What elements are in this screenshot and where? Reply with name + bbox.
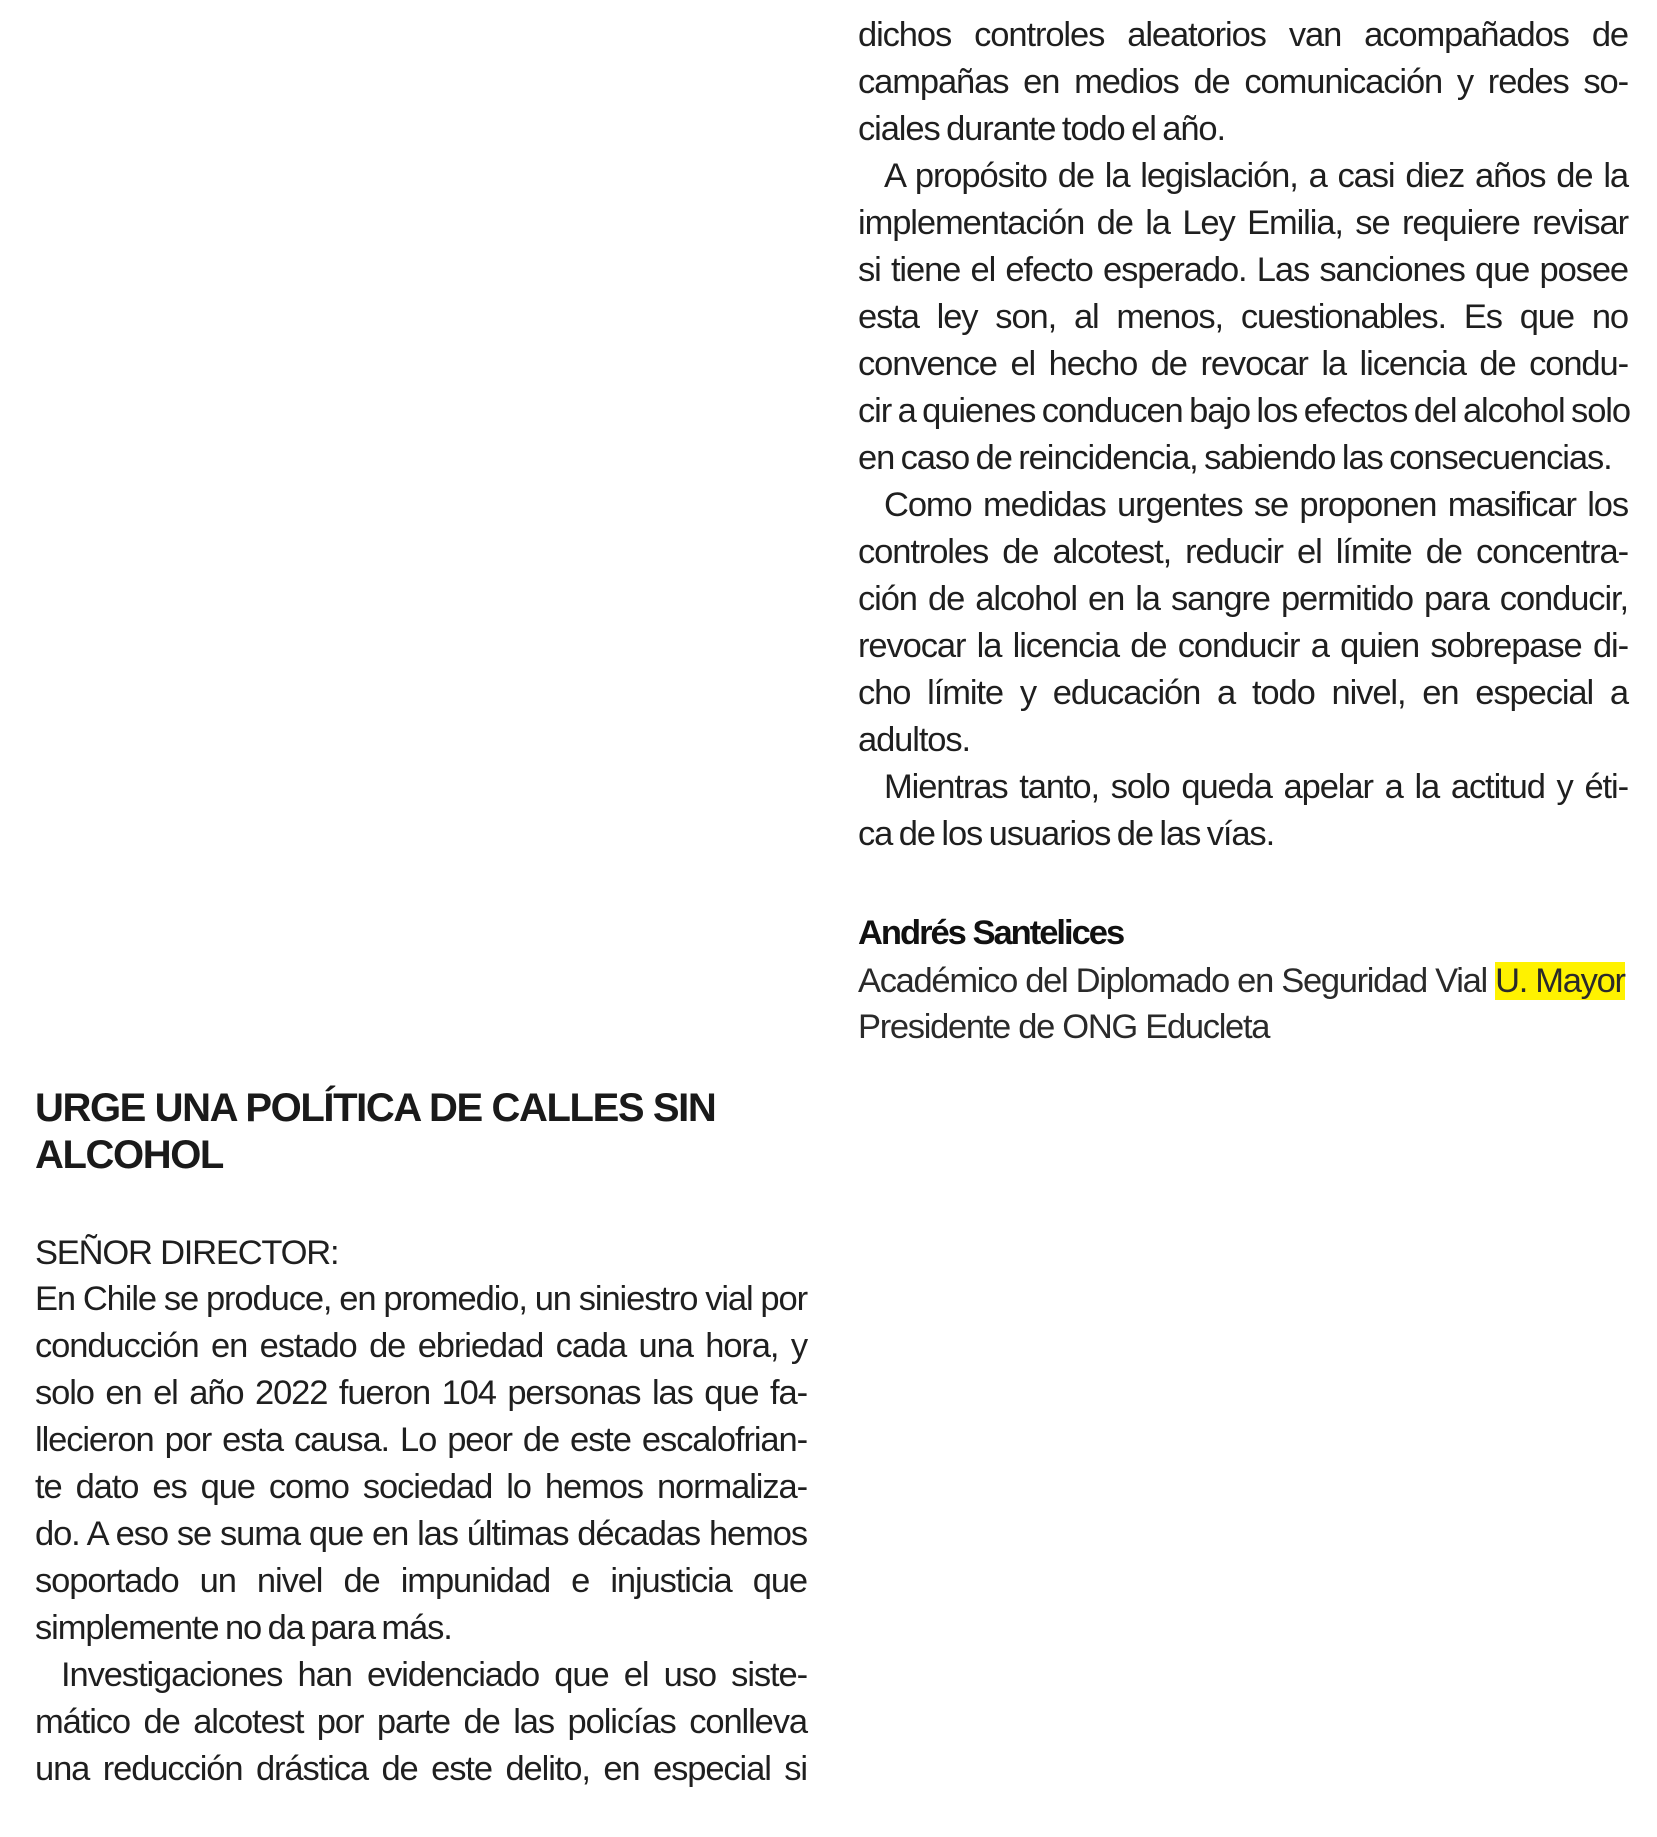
author-role: Presidente de ONG Educleta xyxy=(858,1008,1270,1046)
text-line: convence el hecho de revocar la licencia de condu - xyxy=(858,341,1628,388)
text-line: si tiene el efecto esperado. Las sanciones que posee xyxy=(858,251,1628,289)
text-line: en caso de reincidencia, sabiendo las consecuencias. xyxy=(858,439,1612,477)
text-line: A propósito de la legislación, a casi diez años de la xyxy=(884,157,1628,195)
author-name: Andrés Santelices xyxy=(858,914,1124,952)
text-line: controles de alcotest, reducir el límite de concentra - xyxy=(858,529,1628,576)
text-line: soportado un nivel de impunidad e injusticia que xyxy=(35,1562,807,1600)
signature-block xyxy=(858,910,1648,1050)
text-line: do. A eso se suma que en las últimas décadas hemos xyxy=(35,1515,807,1553)
text-line: revocar la licencia de conducir a quien sobrepase di - xyxy=(858,623,1628,670)
text-line: Mientras tanto, solo queda apelar a la actitud y éti - xyxy=(858,764,1628,811)
right-column-body xyxy=(858,12,1628,858)
text-line: cho límite y educación a todo nivel, en especial a xyxy=(858,674,1628,712)
article-headline: URGE UNA POLÍTICA DE CALLES SIN ALCOHOL xyxy=(35,1086,716,1177)
text-line: cir a quienes conducen bajo los efectos del alcohol solo xyxy=(858,392,1630,430)
text-line: ciales durante todo el año. xyxy=(858,110,1226,148)
text-line: una reducción drástica de este delito, en especial si xyxy=(35,1750,807,1788)
text-line: En Chile se produce, en promedio, un siniestro vial por xyxy=(35,1280,807,1318)
text-line: simplemente no da para más. xyxy=(35,1609,452,1647)
author-title-line xyxy=(858,958,1648,1004)
text-line: ción de alcohol en la sangre permitido para conducir, xyxy=(858,580,1628,618)
text-line: campañas en medios de comunicación y redes so - xyxy=(858,59,1628,106)
text-line: dichos controles aleatorios van acompañados de xyxy=(858,16,1628,54)
text-line: Como medidas urgentes se proponen masificar los xyxy=(884,486,1628,524)
text-line: mático de alcotest por parte de las policías conlleva xyxy=(35,1703,807,1741)
text-line: esta ley son, al menos, cuestionables. Es que no xyxy=(858,298,1628,336)
text-line: ca de los usuarios de las vías. xyxy=(858,815,1275,853)
left-column-body xyxy=(35,1276,807,1793)
highlighted-institution: U. Mayor xyxy=(1495,962,1625,1000)
text-line: Investigaciones han evidenciado que el uso siste - xyxy=(35,1652,807,1699)
text-line: adultos. xyxy=(858,721,971,759)
text-line: te dato es que como sociedad lo hemos normaliza - xyxy=(35,1464,807,1511)
salutation: SEÑOR DIRECTOR: xyxy=(35,1234,339,1272)
text-line: implementación de la Ley Emilia, se requiere revisar xyxy=(858,204,1628,242)
text-line: llecieron por esta causa. Lo peor de este escalofrian - xyxy=(35,1417,807,1464)
text-line: conducción en estado de ebriedad cada una hora, y xyxy=(35,1327,807,1365)
author-title: Académico del Diplomado en Seguridad Vial xyxy=(858,962,1496,1000)
text-line: solo en el año 2022 fueron 104 personas las que fa - xyxy=(35,1370,807,1417)
